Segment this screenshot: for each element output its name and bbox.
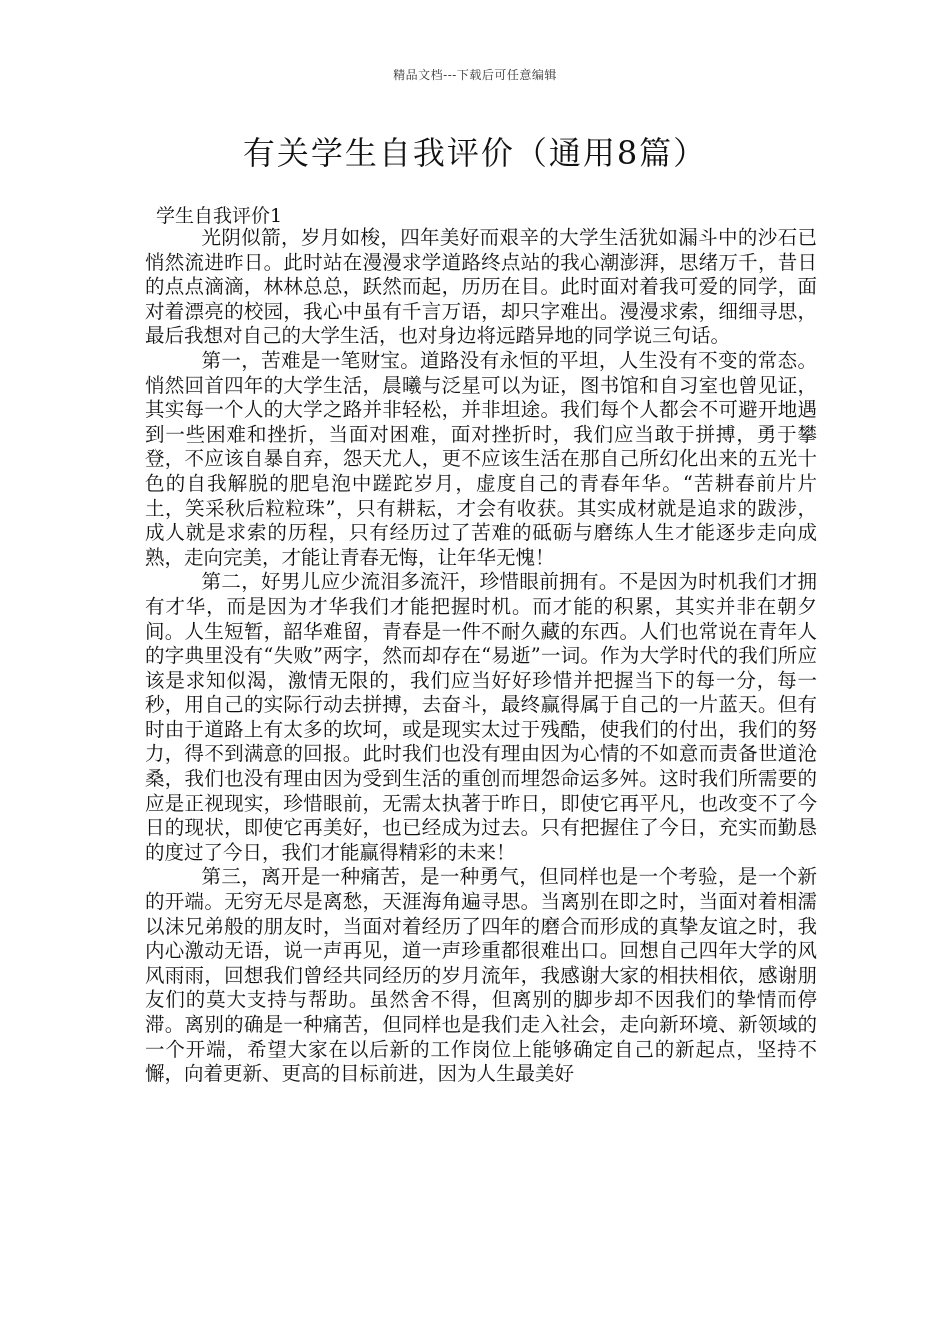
paragraph: 第二，好男儿应少流泪多流汗，珍惜眼前拥有。不是因为时机我们才拥有才华，而是因为才华我们才能把握时机。而才能的积累，其实并非在朝夕间。人生短暂，韶华难留，青春是一件不耐久藏的东西。人们也常说在青年人的字典里没有“失败”两字，然而却存在“易逝”一词。作为大学时代的我们所应该是求知似渴，激情无限的，我们应当好好珍惜并把握当下的每一分，每一秒，用自己的实际行动去拼搏，去奋斗，最终赢得属于自己的一片蓝天。但有时由于道路上有太多的坎坷，或是现实太过于残酷，使我们的付出，我们的努力，得不到满意的回报。此时我们也没有理由因为心情的不如意而责备世道沧桑，我们也没有理由因为受到生活的重创而埋怨命运多舛。这时我们所需要的应是正视现实，珍惜眼前，无需太执著于昨日，即使它再平凡，也改变不了今日的现状，即使它再美好，也已经成为过去。只有把握住了今日，充实而勤恳的度过了今日，我们才能赢得精彩的未来！ bbox=[145, 570, 817, 864]
page-header-note: 精品文档---下载后可任意编辑 bbox=[393, 68, 557, 82]
document-body bbox=[145, 226, 817, 1087]
paragraph: 光阴似箭，岁月如梭，四年美好而艰辛的大学生活犹如漏斗中的沙石已悄然流进昨日。此时站在漫漫求学道路终点站的我心潮澎湃，思绪万千，昔日的点点滴滴，林林总总，跃然而起，历历在目。此时面对着我可爱的同学，面对着漂亮的校园，我心中虽有千言万语，却只字难出。漫漫求索，细细寻思，最后我想对自己的大学生活，也对身边将远踏异地的同学说三句话。 bbox=[145, 226, 817, 348]
paragraph: 第三，离开是一种痛苦，是一种勇气，但同样也是一个考验，是一个新的开端。无穷无尽是离愁，天涯海角遍寻思。当离别在即之时，当面对着相濡以沫兄弟般的朋友时，当面对着经历了四年的磨合而形成的真挚友谊之时，我内心激动无语，说一声再见，道一声珍重都很难出口。回想自己四年大学的风风雨雨，回想我们曾经共同经历的岁月流年，我感谢大家的相扶相依，感谢朋友们的莫大支持与帮助。虽然舍不得，但离别的脚步却不因我们的挚情而停滞。离别的确是一种痛苦，但同样也是我们走入社会，走向新环境、新领域的一个开端，希望大家在以后新的工作岗位上能够确定自己的新起点，坚持不懈，向着更新、更高的目标前进，因为人生最美好 bbox=[145, 865, 817, 1086]
document-title: 有关学生自我评价（通用8篇） bbox=[242, 134, 708, 172]
section-heading: 学生自我评价1 bbox=[156, 205, 283, 227]
paragraph: 第一，苦难是一笔财宝。道路没有永恒的平坦，人生没有不变的常态。悄然回首四年的大学生活，晨曦与泛星可以为证，图书馆和自习室也曾见证，其实每一个人的大学之路并非轻松，并非坦途。我们每个人都会不可避开地遇到一些困难和挫折，当面对困难，面对挫折时，我们应当敢于拼搏，勇于攀登，不应该自暴自弃，怨天尤人，更不应该生活在那自己所幻化出来的五光十色的自我解脱的肥皂泡中蹉跎岁月，虚度自己的青春年华。“苦耕春前片片土，笑采秋后粒粒珠”，只有耕耘，才会有收获。其实成材就是追求的跋涉，成人就是求索的历程，只有经历过了苦难的砥砺与磨练人生才能逐步走向成熟，走向完美，才能让青春无悔，让年华无愧！ bbox=[145, 348, 817, 569]
